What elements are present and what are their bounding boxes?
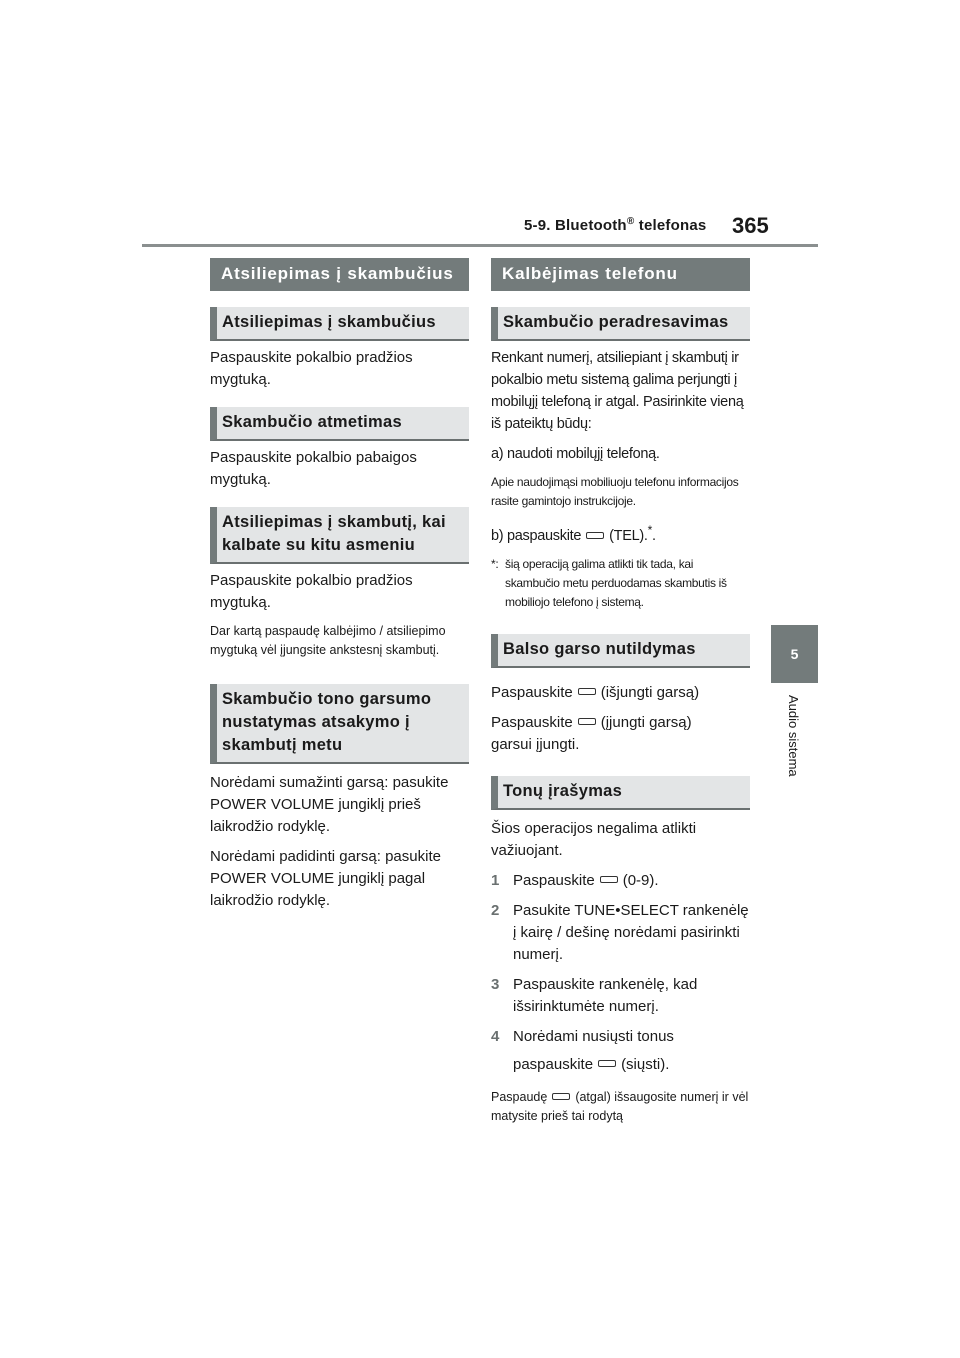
chapter-tab: 5 [771, 625, 818, 683]
volume-decrease-text: Norėdami sumažinti garsą: pasukite POWER VOLUME jungiklį prieš laikrodžio rodyklę. [210, 774, 449, 835]
back-button-icon [552, 1093, 570, 1100]
unmute-post: (įjungti garsą) [600, 713, 692, 731]
option-b-end: . [652, 527, 656, 544]
subheading-call-waiting: Atsiliepimas į skambutį, kai kalbate su kitu asmeniu [210, 507, 469, 564]
mobile-phone-note: Apie naudojimąsi mobiliuoju telefonu informacijos rasite gamintojo instrukcijoje. [491, 475, 739, 508]
mute-post: (išjungti garsą) [600, 683, 700, 701]
final-note [491, 1088, 750, 1126]
call-transfer-text: Renkant numerį, atsiliepiant į skambutį ir pokalbio metu sistemą galima perjungti į mobilųjį telefoną ir atgal. Pasirinkite vieną iš pateiktų būdų: [491, 350, 744, 432]
step-number: 4 [491, 1027, 500, 1045]
final-post: (atgal) išsaugosite numerį ir vėl matysite prieš tai rodytą [491, 1089, 749, 1123]
step-text [513, 870, 750, 892]
step-1-pre: Paspauskite [513, 871, 595, 889]
registered-mark: ® [626, 216, 635, 227]
step-2 [491, 900, 750, 966]
step-1 [491, 870, 750, 892]
right-column [491, 258, 750, 1126]
footnote-text: šią operaciją galima atlikti tik tada, kai skambučio metu perduodamas skambutis iš mobiliojo telefono į sistemą. [505, 556, 727, 609]
option-b-line [491, 519, 750, 547]
subheading-mute: Balso garso nutildymas [491, 634, 750, 668]
unmute-button-icon [578, 718, 596, 725]
step-4 [491, 1026, 750, 1076]
step-3 [491, 974, 750, 1018]
subheading-ring-volume: Skambučio tono garsumo nustatymas atsakymo į skambutį metu [210, 684, 469, 764]
mute-button-icon [578, 688, 596, 695]
subheading-call-transfer: Skambučio peradresavimas [491, 307, 750, 341]
page-number: 365 [732, 213, 769, 238]
footnote [491, 555, 750, 612]
tel-button-icon [586, 532, 604, 539]
subheading-answer-call: Atsiliepimas į skambučius [210, 307, 469, 341]
step-number: 1 [491, 871, 500, 889]
step-text [513, 1026, 750, 1076]
step-4-post: (siųsti). [621, 1055, 670, 1073]
call-waiting-note: Dar kartą paspaudę kalbėjimo / atsiliepimo mygtuką vėl įjungsite ankstesnį skambutį. [210, 624, 446, 657]
section-name-tail: telefonas [634, 217, 707, 234]
step-4-line1: Norėdami nusiųsti tonus [513, 1027, 674, 1045]
chapter-label: Audio sistema [786, 695, 801, 777]
step-1-post: (0-9). [622, 871, 659, 889]
reject-call-text: Paspauskite pokalbio pabaigos mygtuką. [210, 449, 417, 488]
tones-text: Šios operacijos negalima atlikti važiuojant. [491, 819, 697, 859]
step-4-pre: paspauskite [513, 1055, 594, 1073]
unmute-tail: garsui įjungti. [491, 735, 580, 753]
step-text: Pasukite TUNE•SELECT rankenėlę į kairę / dešinę norėdami pasirinkti numerį. [513, 901, 749, 963]
answer-call-text: Paspauskite pokalbio pradžios mygtuką. [210, 349, 413, 388]
mute-line [491, 682, 750, 704]
left-column [210, 258, 469, 912]
option-b-pre: b) paspauskite [491, 527, 582, 544]
header-divider [142, 244, 818, 247]
subheading-reject-call: Skambučio atmetimas [210, 407, 469, 441]
footnote-marker: * [647, 523, 652, 537]
digit-button-icon [600, 876, 618, 883]
mute-pre: Paspauskite [491, 683, 573, 701]
main-heading-answering: Atsiliepimas į skambučius [210, 258, 469, 291]
unmute-line [491, 712, 750, 756]
footnote-mark: *: [491, 556, 499, 571]
send-button-icon [598, 1060, 616, 1067]
unmute-pre: Paspauskite [491, 713, 573, 731]
section-name: 5-9. Bluetooth [524, 217, 627, 234]
main-heading-talking: Kalbėjimas telefonu [491, 258, 750, 291]
option-b-post: (TEL). [609, 527, 648, 544]
step-4-line2 [513, 1054, 669, 1076]
option-a-text: a) naudoti mobilųjį telefoną. [491, 446, 660, 462]
step-number: 3 [491, 975, 500, 993]
section-title [524, 216, 706, 234]
final-pre: Paspaudę [491, 1089, 548, 1104]
subheading-tones: Tonų įrašymas [491, 776, 750, 810]
call-waiting-text: Paspauskite pokalbio pradžios mygtuką. [210, 572, 413, 611]
step-text: Paspauskite rankenėlę, kad išsirinktumėte numerį. [513, 975, 698, 1015]
chapter-label-box [786, 695, 806, 805]
volume-increase-text: Norėdami padidinti garsą: pasukite POWER VOLUME jungiklį pagal laikrodžio rodyklę. [210, 848, 441, 909]
step-number: 2 [491, 901, 500, 919]
